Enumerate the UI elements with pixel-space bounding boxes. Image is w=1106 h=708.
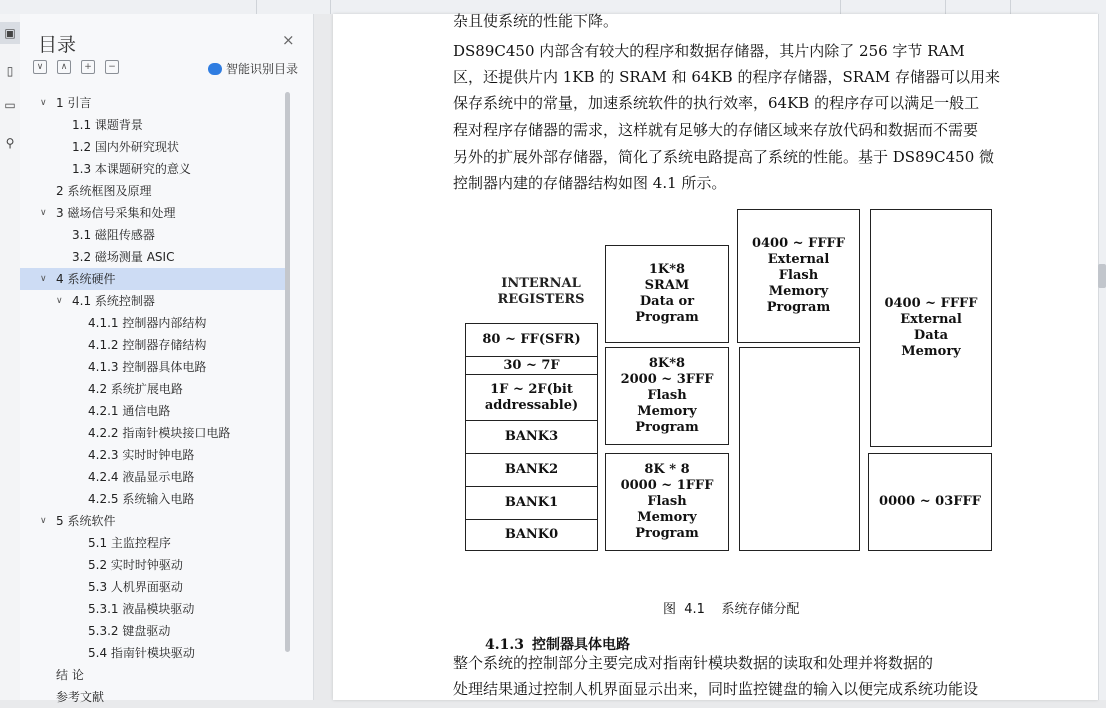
toc-item-label: 1.2 国内外研究现状: [72, 140, 179, 154]
external-data-block: 0400 ~ FFFF External Data Memory: [870, 209, 992, 447]
toolbar-divider: [330, 0, 331, 14]
toc-scrollbar[interactable]: [285, 92, 290, 652]
toc-item[interactable]: [20, 290, 285, 312]
figure-caption: 图 4.1 系统存储分配: [663, 602, 800, 617]
toc-item-label: 5.1 主监控程序: [88, 536, 171, 550]
lower-data-block: 0000 ~ 03FFF: [868, 453, 992, 551]
toc-item[interactable]: [20, 202, 285, 224]
page-icon[interactable]: ▭: [4, 98, 16, 112]
toc-item[interactable]: [20, 422, 285, 444]
bank1-block: BANK1: [465, 486, 598, 520]
paragraph-line: 处理结果通过控制人机界面显示出来，同时监控键盘的输入以便完成系统功能设: [453, 680, 979, 698]
toc-item-label: 3.1 磁阻传感器: [72, 228, 155, 242]
toc-item-label: 2 系统框图及原理: [56, 184, 152, 198]
toc-item[interactable]: [20, 598, 285, 620]
left-icon-rail: [0, 14, 21, 700]
toc-item[interactable]: [20, 400, 285, 422]
toc-item-label: 4.2.4 液晶显示电路: [88, 470, 195, 484]
paragraph-line: 整个系统的控制部分主要完成对指南针模块数据的读取和处理并将数据的: [453, 654, 934, 672]
toc-item-label: 4.2 系统扩展电路: [88, 382, 183, 396]
toc-item[interactable]: [20, 334, 285, 356]
toc-item-label: 3 磁场信号采集和处理: [56, 206, 176, 220]
toc-item[interactable]: [20, 642, 285, 664]
toc-item[interactable]: [20, 466, 285, 488]
right-scrollbar[interactable]: [1098, 14, 1106, 700]
toc-item-label: 5.4 指南针模块驱动: [88, 646, 195, 660]
toc-item[interactable]: [20, 312, 285, 334]
toc-item-label: 5.3.2 键盘驱动: [88, 624, 171, 638]
section-number: 4.1.3: [485, 637, 524, 653]
chevron-down-icon[interactable]: ∨: [40, 208, 47, 218]
toc-item[interactable]: [20, 664, 285, 686]
toc-item-label: 4 系统硬件: [56, 272, 116, 286]
toc-item-label: 4.1.2 控制器存储结构: [88, 338, 207, 352]
paragraph-line: DS89C450 内部含有较大的程序和数据存储器，其片内除了 256 字节 RAM: [453, 42, 965, 60]
section-heading: [485, 634, 638, 654]
smart-toc-button[interactable]: [208, 60, 298, 77]
internal-registers-label: INTERNAL REGISTERS: [497, 276, 585, 307]
toc-item-label: 5.3 人机界面驱动: [88, 580, 183, 594]
toc-item-label: 4.1.3 控制器具体电路: [88, 360, 207, 374]
paragraph-line: 杂且使系统的性能下降。: [453, 12, 619, 30]
ram-30-7f-block: 30 ~ 7F: [465, 356, 598, 375]
toc-item-label: 3.2 磁场测量 ASIC: [72, 250, 175, 264]
toc-item[interactable]: [20, 444, 285, 466]
sram-block: 1K*8 SRAM Data or Program: [605, 245, 729, 343]
toc-item[interactable]: [20, 158, 285, 180]
toc-list: [20, 92, 285, 708]
toc-item-label: 4.2.5 系统输入电路: [88, 492, 195, 506]
paragraph-line: 控制器内建的存储器结构如图 4.1 所示。: [453, 174, 727, 192]
toc-item[interactable]: [20, 356, 285, 378]
toolbar-divider: [1010, 0, 1011, 14]
chevron-down-icon[interactable]: ∨: [40, 516, 47, 526]
close-icon[interactable]: ×: [282, 31, 295, 49]
toc-item[interactable]: [20, 268, 285, 290]
external-flash-block: 0400 ~ FFFF External Flash Memory Program: [737, 209, 860, 343]
toc-item[interactable]: [20, 114, 285, 136]
toc-panel: [20, 14, 314, 704]
smart-toc-label: 智能识别目录: [226, 62, 299, 76]
chevron-down-icon[interactable]: ∨: [56, 296, 63, 306]
toc-item-label: 4.2.2 指南针模块接口电路: [88, 426, 231, 440]
toc-item[interactable]: [20, 246, 285, 268]
toc-item[interactable]: [20, 576, 285, 598]
paragraph-line: 保存系统中的常量，加速系统软件的执行效率，64KB 的程序存可以满足一般工: [453, 94, 980, 112]
toc-item[interactable]: [20, 510, 285, 532]
toc-item-label: 4.1 系统控制器: [72, 294, 155, 308]
paragraph-line: 区，还提供片内 1KB 的 SRAM 和 64KB 的程序存储器，SRAM 存储器可以用来: [453, 68, 1000, 86]
toc-item-label: 5 系统软件: [56, 514, 116, 528]
toolbar-divider: [945, 0, 946, 14]
chevron-down-icon[interactable]: ∨: [40, 98, 47, 108]
toc-item[interactable]: [20, 92, 285, 114]
section-title: 控制器具体电路: [531, 637, 630, 653]
toc-item-label: 1.3 本课题研究的意义: [72, 162, 191, 176]
toc-item[interactable]: [20, 532, 285, 554]
flash-upper-block: 8K*8 2000 ~ 3FFF Flash Memory Program: [605, 347, 729, 445]
search-icon[interactable]: ⚲: [5, 136, 15, 150]
toolbar-divider: [840, 0, 841, 14]
flash-lower-block: 8K * 8 0000 ~ 1FFF Flash Memory Program: [605, 453, 729, 551]
toolbar-divider: [256, 0, 257, 14]
toc-item[interactable]: [20, 620, 285, 642]
toc-item-label: 1.1 课题背景: [72, 118, 143, 132]
toc-item[interactable]: [20, 136, 285, 158]
collapse-all-button[interactable]: ∨: [33, 60, 47, 74]
toc-item-label: 结 论: [56, 668, 84, 682]
expand-all-button[interactable]: ∧: [57, 60, 71, 74]
document-page: [333, 14, 1098, 700]
right-scroll-thumb[interactable]: [1098, 264, 1106, 288]
toc-item[interactable]: [20, 378, 285, 400]
toc-item[interactable]: [20, 180, 285, 202]
remove-level-button[interactable]: −: [105, 60, 119, 74]
paragraph-line: 另外的扩展外部存储器，简化了系统电路提高了系统的性能。基于 DS89C450 微: [453, 148, 995, 166]
bit-addressable-block: 1F ~ 2F(bit addressable): [465, 374, 598, 421]
toc-item[interactable]: [20, 488, 285, 510]
toc-item-label: 参考文献: [56, 690, 105, 704]
toc-item-label: 4.1.1 控制器内部结构: [88, 316, 207, 330]
outline-icon[interactable]: ▣: [0, 22, 20, 44]
bank0-block: BANK0: [465, 519, 598, 551]
toc-item-label: 4.2.1 通信电路: [88, 404, 171, 418]
ai-cloud-icon: [208, 63, 222, 75]
memory-map-figure: [463, 208, 995, 553]
toc-item-label: 5.3.1 液晶模块驱动: [88, 602, 195, 616]
paragraph-line: 程对程序存储器的需求，这样就有足够大的存储区域来存放代码和数据而不需要: [453, 121, 979, 139]
toc-item[interactable]: [20, 686, 285, 708]
toc-title: 目录: [38, 34, 77, 56]
toc-item[interactable]: [20, 224, 285, 246]
empty-block: [739, 347, 860, 551]
bookmark-icon[interactable]: ▯: [6, 64, 14, 78]
toc-item-label: 5.2 实时时钟驱动: [88, 558, 183, 572]
toc-item-label: 4.2.3 实时时钟电路: [88, 448, 195, 462]
toc-item[interactable]: [20, 554, 285, 576]
chevron-down-icon[interactable]: ∨: [40, 274, 47, 284]
bank3-block: BANK3: [465, 420, 598, 454]
toc-item-label: 1 引言: [56, 96, 92, 110]
sfr-block: 80 ~ FF(SFR): [465, 323, 598, 357]
bank2-block: BANK2: [465, 453, 598, 487]
add-level-button[interactable]: +: [81, 60, 95, 74]
